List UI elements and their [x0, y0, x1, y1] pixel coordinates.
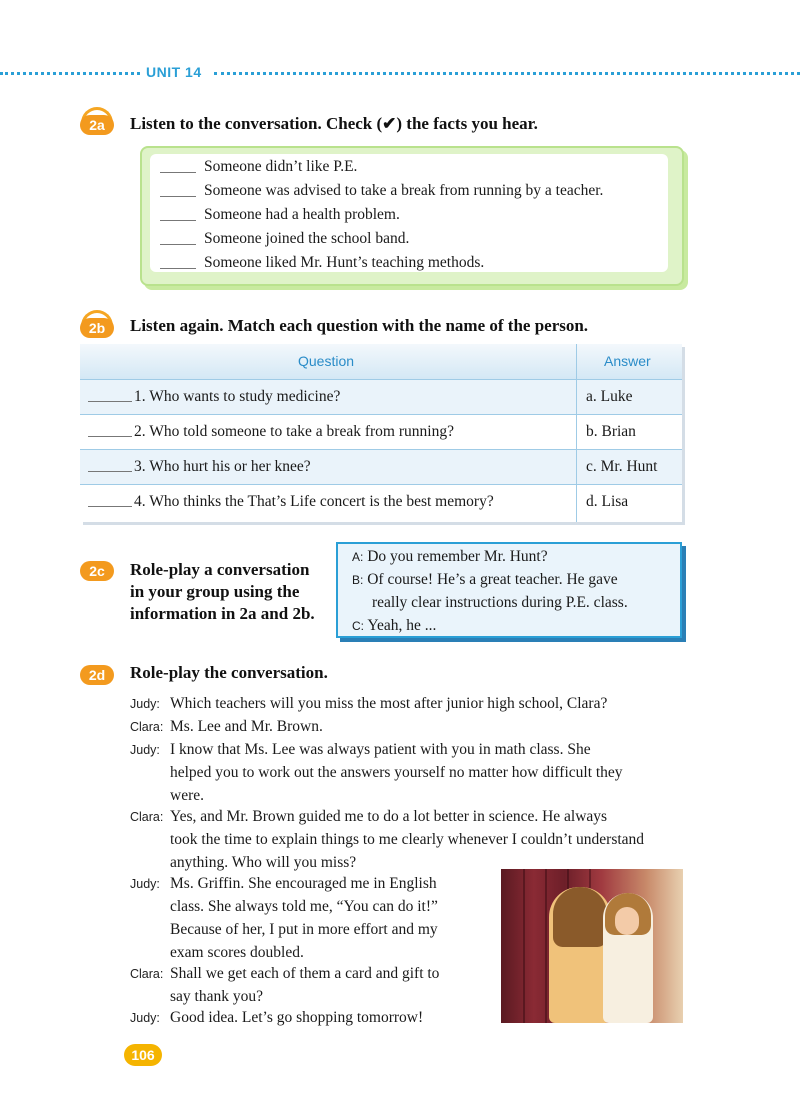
- table-row: 2. Who told someone to take a break from running? b. Brian: [80, 415, 682, 450]
- badge-label: 2c: [80, 561, 114, 581]
- column-divider: [576, 344, 577, 522]
- dialogue-line: say thank you?: [170, 988, 263, 1005]
- check-blank[interactable]: [160, 256, 196, 269]
- column-header-answer: Answer: [604, 353, 651, 369]
- badge-2b: [80, 316, 116, 338]
- answer-blank[interactable]: [88, 401, 132, 402]
- instruction-2c-line: information in 2a and 2b.: [130, 604, 315, 623]
- dialogue-line: really clear instructions during P.E. class.: [372, 594, 628, 611]
- photo-two-girls-at-lockers: [501, 869, 683, 1023]
- dialogue-line: took the time to explain things to me clearly whenever I couldn’t understand: [170, 831, 645, 848]
- badge-2c: [80, 559, 116, 581]
- answer-blank[interactable]: [88, 471, 132, 472]
- badge-2a: [80, 113, 116, 135]
- dialogue-line: B: Of course! He’s a great teacher. He gave: [352, 571, 618, 588]
- speaker-label: Judy:: [130, 697, 160, 711]
- dialogue-line: I know that Ms. Lee was always patient with you in math class. She: [170, 741, 591, 758]
- answer-blank[interactable]: [88, 506, 132, 507]
- answer-blank[interactable]: [88, 436, 132, 437]
- check-blank[interactable]: [160, 208, 196, 221]
- dialogue-line: Good idea. Let’s go shopping tomorrow!: [170, 1009, 424, 1026]
- column-header-question: Question: [298, 353, 355, 369]
- page-number: 106: [124, 1044, 162, 1066]
- dialogue-line: class. She always told me, “You can do it!”: [170, 898, 438, 915]
- unit-title: UNIT 14: [146, 64, 202, 80]
- dialogue-line: C: Yeah, he ...: [352, 617, 437, 634]
- dialogue-line: Ms. Lee and Mr. Brown.: [170, 718, 323, 735]
- dialogue-line: were.: [170, 787, 204, 804]
- header-dots-right: [214, 72, 800, 75]
- instruction-2c-line: Role-play a conversation: [130, 560, 310, 579]
- speaker-label: Clara:: [130, 967, 164, 981]
- table-row: 3. Who hurt his or her knee? c. Mr. Hunt: [80, 450, 682, 485]
- speaker-label: Judy:: [130, 743, 160, 757]
- badge-2d: [80, 663, 116, 685]
- instruction-2d: Role-play the conversation.: [130, 663, 328, 682]
- table-header: [80, 344, 682, 380]
- fact-item: Someone was advised to take a break from running by a teacher.: [160, 182, 603, 200]
- header-dots-left: [0, 72, 140, 75]
- dialogue-line: exam scores doubled.: [170, 944, 304, 961]
- badge-label: 2b: [80, 318, 114, 338]
- dialogue-line: A: Do you remember Mr. Hunt?: [352, 548, 548, 565]
- fact-item: Someone liked Mr. Hunt’s teaching methods.: [160, 254, 484, 272]
- dialogue-line: Because of her, I put in more effort and my: [170, 921, 438, 938]
- check-blank[interactable]: [160, 232, 196, 245]
- dialogue-line: Shall we get each of them a card and gift to: [170, 965, 440, 982]
- dialogue-line: helped you to work out the answers yourself no matter how difficult they: [170, 764, 623, 781]
- check-blank[interactable]: [160, 160, 196, 173]
- instruction-2b: Listen again. Match each question with the name of the person.: [130, 316, 589, 335]
- fact-item: Someone didn’t like P.E.: [160, 158, 357, 176]
- badge-label: 2d: [80, 665, 114, 685]
- fact-item: Someone had a health problem.: [160, 206, 400, 224]
- instruction-2a: Listen to the conversation. Check (✔) the facts you hear.: [130, 114, 538, 133]
- check-blank[interactable]: [160, 184, 196, 197]
- dialogue-line: Which teachers will you miss the most after junior high school, Clara?: [170, 695, 608, 712]
- speaker-label: Clara:: [130, 720, 164, 734]
- speaker-label: Judy:: [130, 877, 160, 891]
- dialogue-line: anything. Who will you miss?: [170, 854, 357, 871]
- dialogue-line: Ms. Griffin. She encouraged me in English: [170, 875, 437, 892]
- speaker-label: Judy:: [130, 1011, 160, 1025]
- badge-label: 2a: [80, 115, 114, 135]
- speaker-label: Clara:: [130, 810, 164, 824]
- table-row: 1. Who wants to study medicine? a. Luke: [80, 380, 682, 415]
- dialogue-line: Yes, and Mr. Brown guided me to do a lot better in science. He always: [170, 808, 608, 825]
- fact-item: Someone joined the school band.: [160, 230, 409, 248]
- instruction-2c-line: in your group using the: [130, 582, 300, 601]
- matching-table: [80, 344, 682, 522]
- table-row: 4. Who thinks the That’s Life concert is the best memory? d. Lisa: [80, 485, 682, 520]
